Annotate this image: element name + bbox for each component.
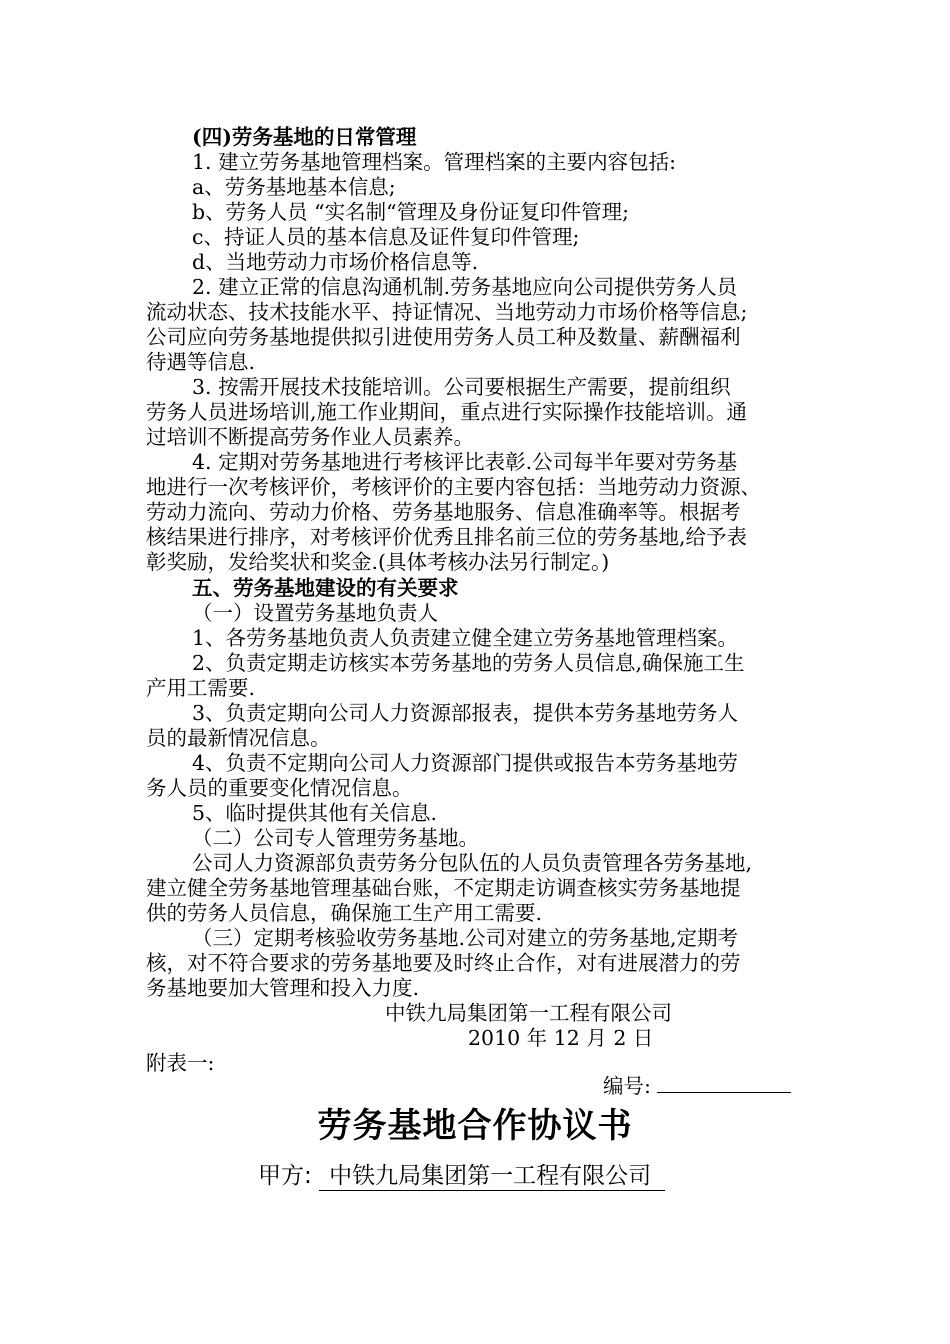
paragraph-line: 劳动力流向、劳动力价格、劳务基地服务、信息准确率等。根据考 xyxy=(146,500,741,524)
paragraph-line: 流动状态、技术技能水平、持证情况、当地劳动力市场价格等信息; xyxy=(146,300,748,324)
list-item: b、劳务人员 “实名制“管理及身份证复印件管理; xyxy=(192,200,630,224)
paragraph-line: 地进行一次考核评价，考核评价的主要内容包括：当地劳动力资源、 xyxy=(146,475,761,499)
paragraph-line: 建立健全劳务基地管理基础台账，不定期走访调查核实劳务基地提 xyxy=(146,876,741,900)
paragraph-line: 公司应向劳务基地提供拟引进使用劳务人员工种及数量、薪酬福利 xyxy=(146,325,741,349)
paragraph-line: 彰奖励，发给奖状和奖金.(具体考核办法另行制定。) xyxy=(146,550,610,574)
paragraph-line: 待遇等信息. xyxy=(146,350,256,374)
paragraph-line: 公司人力资源部负责劳务分包队伍的人员负责管理各劳务基地, xyxy=(192,851,753,875)
party-a-label: 甲方: xyxy=(258,1163,312,1189)
subsection-heading: （一）设置劳务基地负责人 xyxy=(192,601,438,625)
party-a-line xyxy=(258,1157,665,1191)
paragraph-line: 1、各劳务基地负责人负责建立健全建立劳务基地管理档案。 xyxy=(192,626,739,650)
subsection-heading: （三）定期考核验收劳务基地.公司对建立的劳务基地,定期考 xyxy=(192,926,739,950)
number-field xyxy=(603,1074,813,1098)
number-blank xyxy=(657,1074,791,1093)
paragraph-line: 核，对不符合要求的劳务基地要及时终止合作，对有进展潜力的劳 xyxy=(146,951,741,975)
list-item: d、当地劳动力市场价格信息等. xyxy=(192,250,479,274)
list-item: a、劳务基地基本信息; xyxy=(192,175,396,199)
party-a-value: 中铁九局集团第一工程有限公司 xyxy=(319,1157,665,1191)
list-item: c、持证人员的基本信息及证件复印件管理; xyxy=(192,225,580,249)
paragraph-line: 1. 建立劳务基地管理档案。管理档案的主要内容包括: xyxy=(192,150,676,174)
paragraph-line: 劳务人员进场培训,施工作业期间，重点进行实际操作技能培训。通 xyxy=(146,400,748,424)
paragraph-line: 3、负责定期向公司人力资源部报表，提供本劳务基地劳务人 xyxy=(192,701,739,725)
paragraph-line: 5、临时提供其他有关信息. xyxy=(192,801,438,825)
paragraph-line: 过培训不断提高劳务作业人员素养。 xyxy=(146,425,474,449)
paragraph-line: 务基地要加大管理和投入力度. xyxy=(146,976,420,1000)
agreement-title: 劳务基地合作协议书 xyxy=(317,1106,633,1146)
attachment-label: 附表一: xyxy=(146,1051,215,1075)
paragraph-line: 3. 按需开展技术技能培训。公司要根据生产需要，提前组织 xyxy=(192,375,731,399)
number-label: 编号: xyxy=(603,1074,651,1098)
company-signature: 中铁九局集团第一工程有限公司 xyxy=(385,1001,672,1025)
subsection-heading: （二）公司专人管理劳务基地。 xyxy=(192,826,479,850)
section-heading: 五、劳务基地建设的有关要求 xyxy=(192,576,459,600)
paragraph-line: 务人员的重要变化情况信息。 xyxy=(146,776,413,800)
paragraph-line: 4. 定期对劳务基地进行考核评比表彰.公司每半年要对劳务基 xyxy=(192,450,738,474)
paragraph-line: 产用工需要. xyxy=(146,676,256,700)
paragraph-line: 核结果进行排序，对考核评价优秀且排名前三位的劳务基地,给予表 xyxy=(146,525,748,549)
paragraph-line: 员的最新情况信息。 xyxy=(146,726,331,750)
paragraph-line: 供的劳务人员信息，确保施工生产用工需要. xyxy=(146,901,543,925)
paragraph-line: 2、负责定期走访核实本劳务基地的劳务人员信息,确保施工生 xyxy=(192,651,745,675)
section-heading: (四)劳务基地的日常管理 xyxy=(192,125,417,149)
paragraph-line: 2. 建立正常的信息沟通机制.劳务基地应向公司提供劳务人员 xyxy=(192,275,738,299)
paragraph-line: 4、负责不定期向公司人力资源部门提供或报告本劳务基地劳 xyxy=(192,751,739,775)
signature-date: 2010 年 12 月 2 日 xyxy=(468,1026,654,1050)
